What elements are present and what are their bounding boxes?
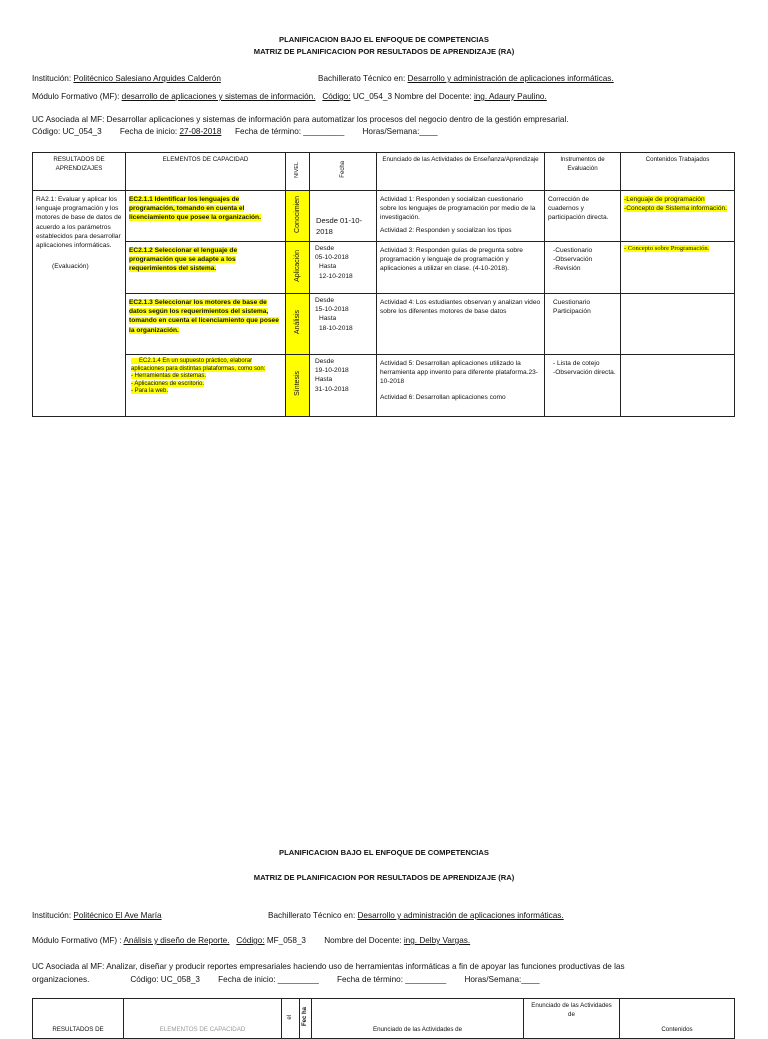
table-header-row bbox=[33, 999, 735, 1039]
instrument-cell: Corrección de cuadernos y participación directa. bbox=[545, 191, 621, 242]
instrument-item: -Observación directa. bbox=[553, 369, 616, 377]
module-value: desarrollo de aplicaciones y sistemas de información. bbox=[121, 92, 316, 101]
bachillerato-value: Desarrollo y administración de aplicaciones informáticas. bbox=[407, 74, 614, 83]
list-item: - Para la web. bbox=[131, 388, 169, 395]
institution-value: Politécnico Salesiano Arquides Calderón bbox=[73, 74, 221, 83]
code-label: Código: bbox=[236, 936, 265, 945]
start-date-value: 27-08-2018 bbox=[179, 127, 222, 136]
capacity-element-cell bbox=[126, 294, 286, 355]
activity-cell bbox=[377, 355, 545, 417]
date-from: 19-10-2018 bbox=[315, 367, 349, 375]
table-header-row bbox=[33, 153, 735, 191]
institution-label: Institución: bbox=[32, 74, 72, 83]
date-to-label: Hasta bbox=[315, 376, 333, 384]
instrument-item: -Revisión bbox=[553, 265, 581, 273]
content-cell bbox=[621, 355, 735, 417]
instrument-cell bbox=[545, 242, 621, 294]
capacity-element-text: EC2.1.1 Identificar los lenguajes de programación, tomando en cuenta el licenciamiento que posee la organización. bbox=[129, 196, 261, 222]
page-title: PLANIFICACION BAJO EL ENFOQUE DE COMPETENCIAS bbox=[279, 848, 489, 857]
capacity-element-text: EC2.1.4 En un supuesto práctico, elaborar aplicaciones para distintas plataformas, como son: bbox=[131, 358, 266, 372]
date-from: 15-10-2018 bbox=[315, 306, 349, 314]
uc-line bbox=[32, 115, 569, 124]
bachillerato-value: Desarrollo y administración de aplicaciones informáticas. bbox=[357, 911, 564, 920]
capacity-element-text: EC2.1.2 Seleccionar el lenguaje de programación que se adapte a los requerimientos del sistema. bbox=[129, 247, 238, 273]
module-label: Módulo Formativo (MF): bbox=[32, 92, 120, 101]
date-from: 05-10-2018 bbox=[315, 254, 349, 262]
start-date-label: Fecha de inicio: bbox=[119, 127, 178, 136]
planning-table bbox=[32, 998, 735, 1039]
activity-text: Actividad 1: Responden y socializan cuestionario sobre los lenguajes de programación por medio de la investigación. bbox=[380, 196, 536, 222]
level-cell: Aplicación bbox=[286, 242, 310, 294]
module-line bbox=[32, 936, 470, 945]
header-elementos: ELEMENTOS DE CAPACIDAD bbox=[126, 153, 286, 191]
uc-value: Desarrollar aplicaciones y sistemas de información para automatizar los procesos del negocio dentro de la gestión empresarial. bbox=[106, 115, 569, 124]
table-row bbox=[33, 242, 735, 294]
instrument-item: -Observación bbox=[553, 256, 593, 264]
table-row bbox=[33, 191, 735, 242]
content-cell bbox=[621, 242, 735, 294]
hours-per-week: Horas/Semana:____ bbox=[464, 975, 540, 984]
content-cell bbox=[621, 191, 735, 242]
instrument-item: Cuestionario bbox=[553, 299, 591, 306]
learning-outcome-cell bbox=[33, 191, 126, 417]
header-enunciado: Enunciado de las Actividades de bbox=[312, 999, 524, 1039]
institution-line bbox=[32, 911, 162, 920]
header-fecha: Fec ha bbox=[300, 999, 312, 1039]
level-cell: Síntesis bbox=[286, 355, 310, 417]
teacher-label: Nombre del Docente: bbox=[324, 936, 402, 945]
teacher-value: ing. Adaury Paulino. bbox=[473, 92, 547, 101]
date-to-label: Hasta bbox=[319, 315, 337, 323]
module-value: Análisis y diseño de Reporte. bbox=[123, 936, 230, 945]
date-to: 12-10-2018 bbox=[319, 272, 353, 280]
date-to: 18-10-2018 bbox=[319, 324, 353, 332]
hours-per-week: Horas/Semana:____ bbox=[362, 127, 438, 136]
list-item: - Herramientas de sistemas. bbox=[131, 373, 207, 380]
header-contenidos: Contenidos bbox=[620, 999, 735, 1039]
activity-cell bbox=[377, 191, 545, 242]
institution-line bbox=[32, 74, 221, 83]
code-2: Código: UC_054_3 bbox=[32, 127, 102, 136]
code-label: Código: bbox=[322, 92, 351, 101]
page-subtitle: MATRIZ DE PLANIFICACION POR RESULTADOS DE APRENDIZAJE (RA) bbox=[253, 47, 515, 56]
institution-label: Institución: bbox=[32, 911, 72, 920]
activity-text-2: Actividad 6: Desarrollan aplicaciones como bbox=[380, 393, 506, 401]
bachillerato-label: Bachillerato Técnico en: bbox=[268, 911, 356, 920]
instrument-item: - Lista de cotejo bbox=[553, 360, 600, 367]
header-enunciado-2: Enunciado de las Actividades de bbox=[524, 999, 620, 1039]
header-elementos: ELEMENTOS DE CAPACIDAD bbox=[124, 999, 282, 1039]
content-item: -Lenguaje de programación bbox=[624, 196, 705, 203]
content-cell bbox=[621, 294, 735, 355]
level-cell: Análisis bbox=[286, 294, 310, 355]
capacity-element-cell bbox=[126, 191, 286, 242]
date-from-label: Desde bbox=[315, 245, 335, 252]
bachillerato-line bbox=[268, 911, 564, 920]
code-value: MF_058_3 bbox=[266, 936, 306, 945]
module-line bbox=[32, 92, 547, 101]
capacity-element-list bbox=[131, 373, 282, 396]
capacity-element-cell bbox=[126, 242, 286, 294]
code-2: Código: UC_058_3 bbox=[130, 975, 200, 984]
dates-line bbox=[32, 127, 438, 136]
end-date: Fecha de término: _________ bbox=[235, 127, 345, 136]
page-subtitle: MATRIZ DE PLANIFICACION POR RESULTADOS DE APRENDIZAJE (RA) bbox=[253, 873, 515, 882]
activity-cell: Actividad 4: Los estudiantes observan y analizan video sobre los diferentes motores de base datos bbox=[377, 294, 545, 355]
capacity-element-text: EC2.1.3 Seleccionar los motores de base de datos según los requerimientos del sistema, tomando en cuenta el licenciamiento que posee la organización. bbox=[129, 299, 279, 334]
capacity-element-cell bbox=[126, 355, 286, 417]
header-contenidos: Contenidos Trabajados bbox=[621, 153, 735, 191]
date-to-label: Hasta bbox=[319, 263, 337, 271]
learning-outcome-text: RA2.1: Evaluar y aplicar los lenguaje programación y los motores de base de datos de acuerdo a los parámetros establecidos para desarrollar aplicaciones informáticas. bbox=[36, 196, 122, 250]
date-cell bbox=[310, 242, 377, 294]
activity-text: Actividad 5: Desarrollan aplicaciones utilizado la herramienta app invento para diferente plataforma.23-10-2018 bbox=[380, 360, 538, 386]
uc-value: Analizar, diseñar y producir reportes empresariales haciendo uso de herramientas informáticas a fin de apoyar las funciones productivas de las bbox=[106, 962, 625, 971]
date-from-label: Desde bbox=[315, 358, 335, 365]
date-text: Desde 01-10-2018 bbox=[316, 216, 363, 236]
uc-label: UC Asociada al MF: bbox=[32, 115, 105, 124]
content-item: -Concepto de Sistema información. bbox=[624, 205, 727, 213]
bachillerato-label: Bachillerato Técnico en: bbox=[318, 74, 406, 83]
learning-outcome-eval: (Evaluación) bbox=[52, 263, 89, 271]
end-date: Fecha de término: _________ bbox=[336, 975, 447, 984]
date-cell bbox=[310, 294, 377, 355]
teacher-value: ing. Delby Vargas. bbox=[403, 936, 471, 945]
activity-cell: Actividad 3: Responden guías de pregunta sobre programación y lenguaje de programación y aplicaciones a utilizar en clase. (4-10-2018). bbox=[377, 242, 545, 294]
instrument-item: Participación bbox=[553, 308, 591, 316]
page-title: PLANIFICACION BAJO EL ENFOQUE DE COMPETENCIAS bbox=[279, 35, 489, 44]
start-date: Fecha de inicio: _________ bbox=[218, 975, 319, 984]
date-from-label: Desde bbox=[315, 297, 335, 304]
header-resultados: RESULTADOS DE APRENDIZAJES bbox=[33, 153, 126, 191]
uc-line bbox=[32, 962, 625, 971]
table-row bbox=[33, 294, 735, 355]
date-cell bbox=[310, 355, 377, 417]
header-nivel: el bbox=[282, 999, 300, 1039]
header-enunciado: Enunciado de las Actividades de Enseñanza/Aprendizaje bbox=[377, 153, 545, 191]
date-cell bbox=[310, 191, 377, 242]
institution-value: Politécnico El Ave María bbox=[73, 911, 162, 920]
uc-value-2: organizaciones. bbox=[32, 975, 90, 984]
header-resultados: RESULTADOS DE bbox=[33, 999, 124, 1039]
activity-text-2: Actividad 2: Responden y socializan los tipos bbox=[380, 226, 512, 234]
date-to: 31-10-2018 bbox=[315, 385, 349, 393]
uc-label: UC Asociada al MF: bbox=[32, 962, 105, 971]
module-label: Módulo Formativo (MF) : bbox=[32, 936, 122, 945]
list-item: - Aplicaciones de escritorio. bbox=[131, 380, 205, 387]
instrument-cell bbox=[545, 355, 621, 417]
code-teacher-text: UC_054_3 Nombre del Docente: bbox=[352, 92, 472, 101]
table-row bbox=[33, 355, 735, 417]
level-cell: Conocimien bbox=[286, 191, 310, 242]
content-item: - Concepto sobre Programación. bbox=[624, 245, 710, 252]
planning-table bbox=[32, 152, 735, 417]
header-nivel: NIVEL bbox=[286, 153, 310, 191]
header-instrumentos: Instrumentos de Evaluación bbox=[545, 153, 621, 191]
dates-line bbox=[32, 975, 540, 984]
header-fecha: Fecha bbox=[310, 153, 377, 191]
instrument-item: -Cuestionario bbox=[553, 247, 593, 254]
instrument-cell bbox=[545, 294, 621, 355]
bachillerato-line bbox=[318, 74, 614, 83]
